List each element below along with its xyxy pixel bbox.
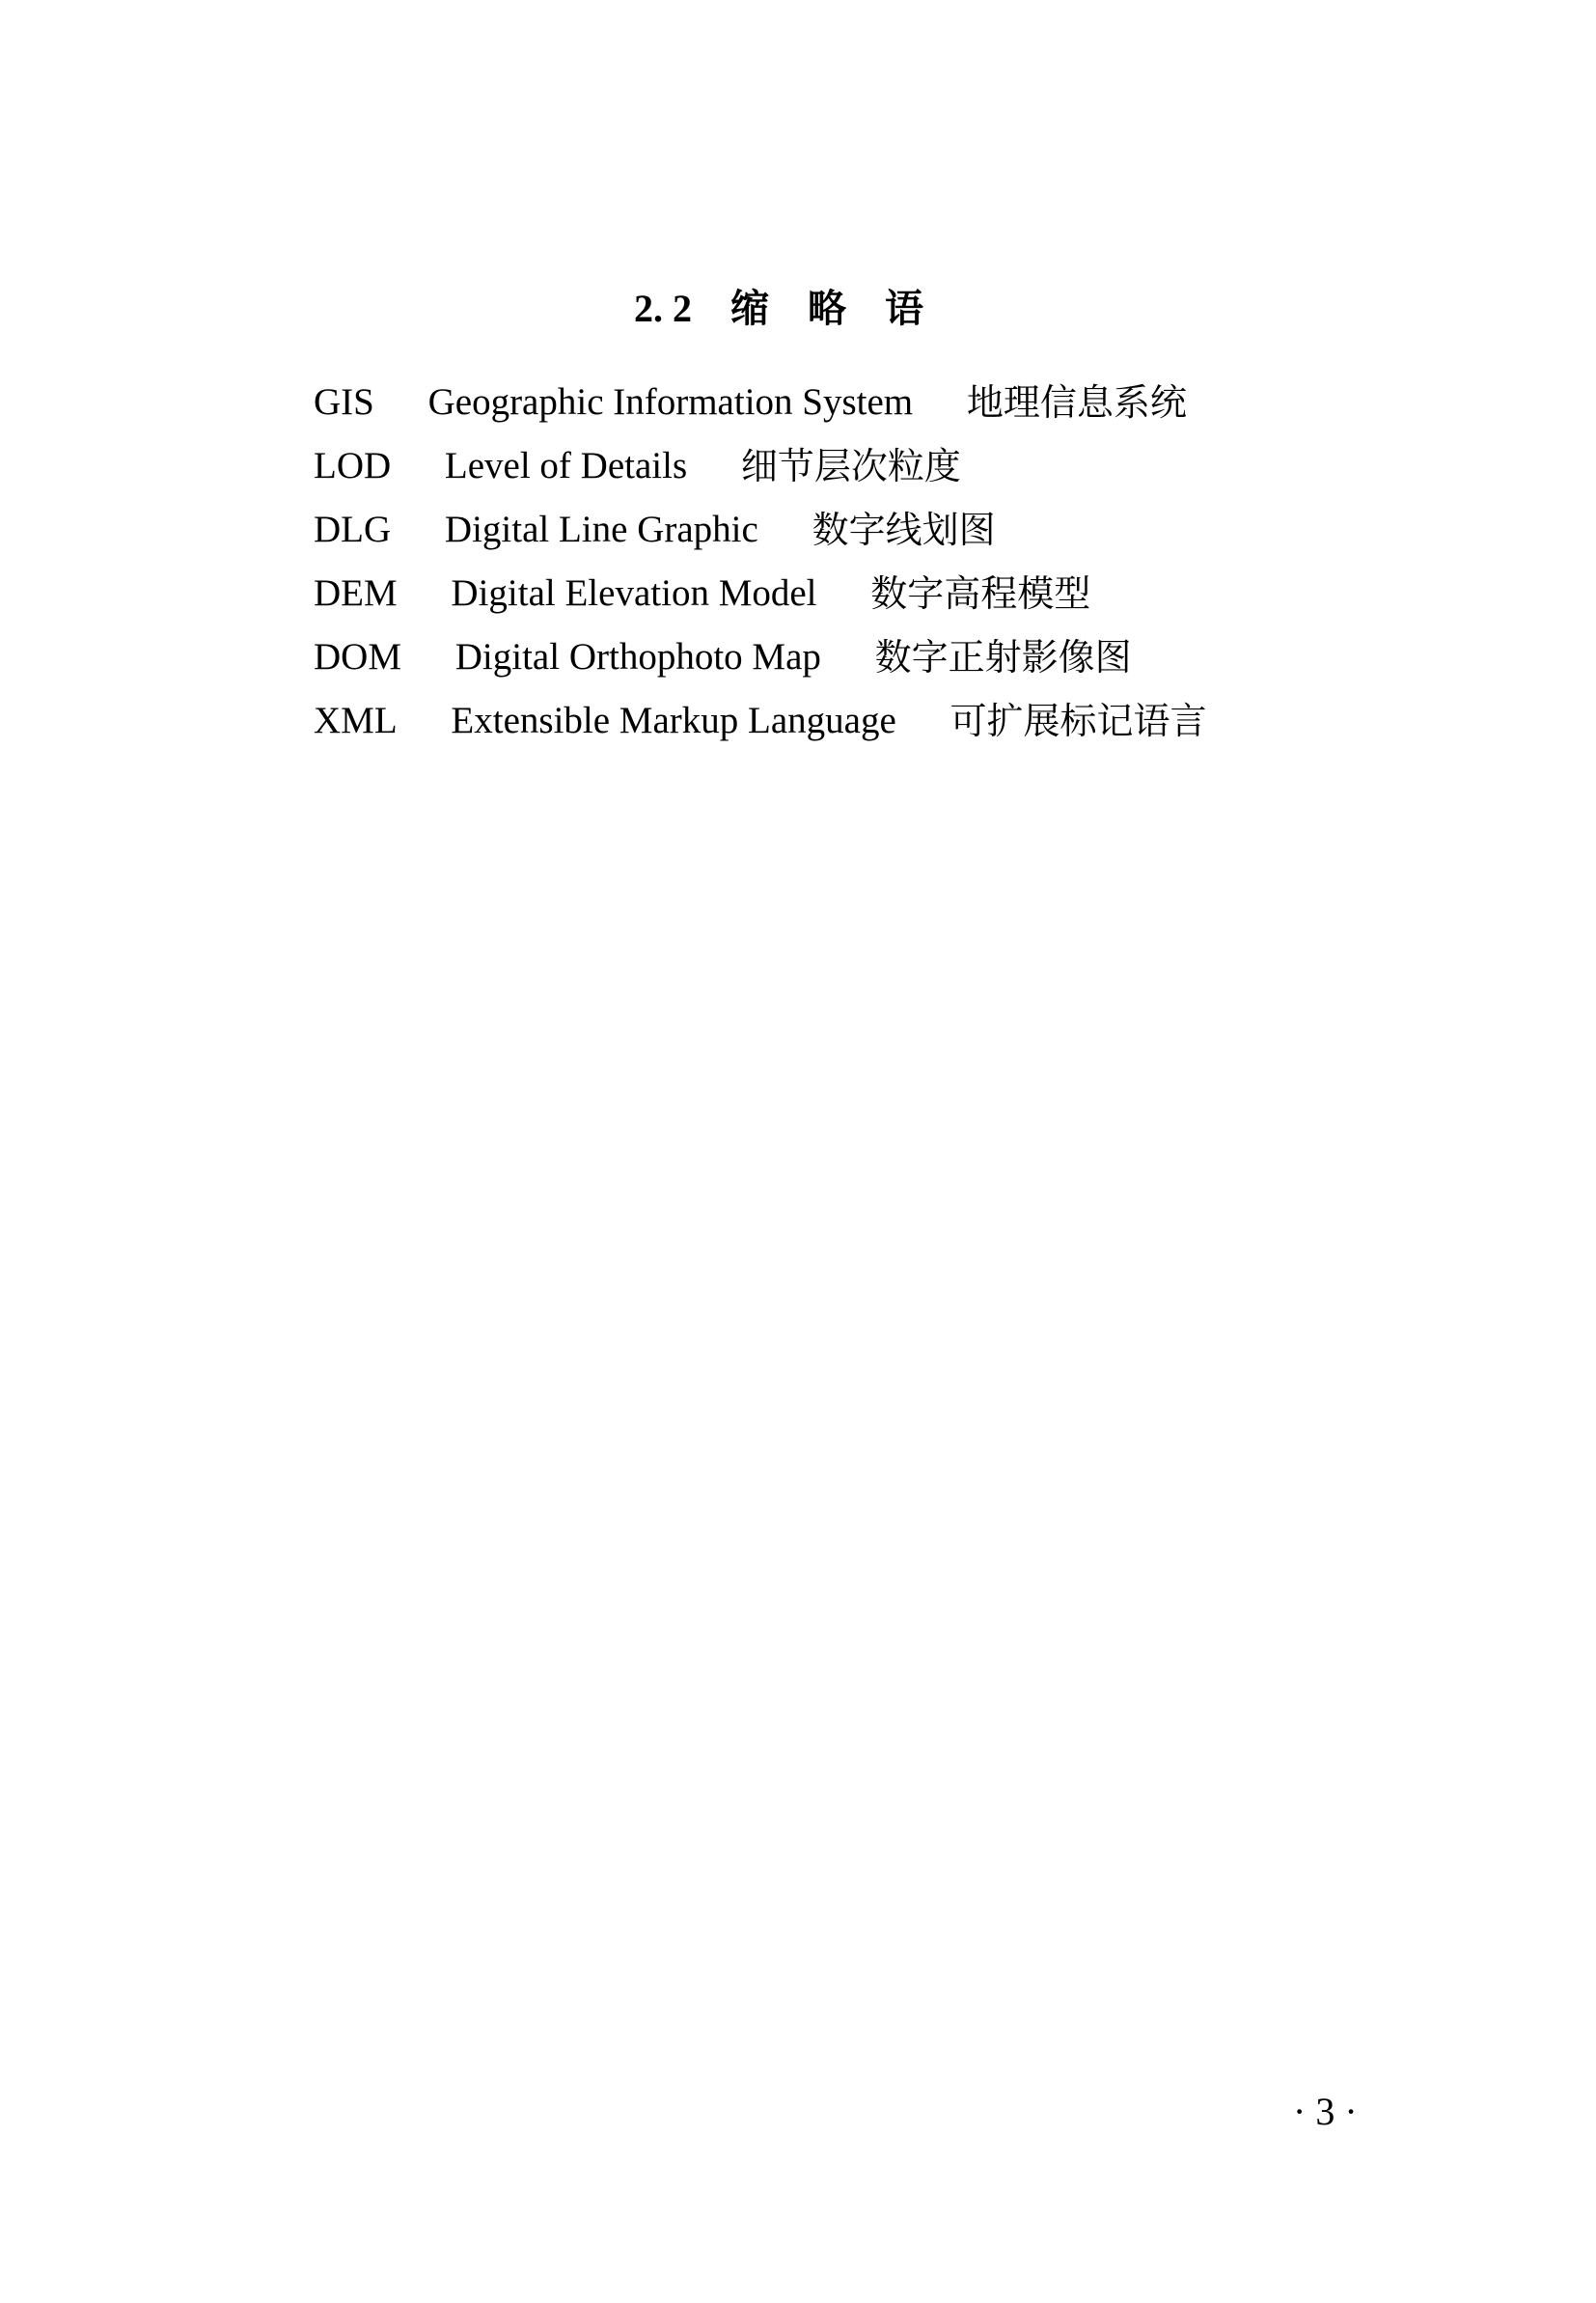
section-title: 缩略语	[730, 287, 962, 330]
page-number: · 3 ·	[1293, 2090, 1358, 2133]
list-item	[314, 629, 1327, 693]
abbreviation: LOD	[314, 445, 392, 486]
abbreviation: DLG	[314, 509, 392, 550]
full-term: Digital Elevation Model	[451, 572, 817, 614]
abbreviation: XML	[314, 700, 398, 741]
chinese-term: 细节层次粒度	[740, 445, 961, 487]
list-item	[314, 566, 1327, 629]
full-term: Digital Line Graphic	[444, 509, 758, 550]
chinese-term: 数字线划图	[812, 509, 996, 551]
list-item	[314, 438, 1327, 502]
full-term: Geographic Information System	[427, 381, 914, 423]
chinese-term: 数字正射影像图	[874, 636, 1132, 679]
full-term: Extensible Markup Language	[451, 700, 896, 741]
chinese-term: 数字高程模型	[870, 572, 1091, 615]
full-term: Digital Orthophoto Map	[454, 636, 821, 678]
abbreviation: DOM	[314, 636, 402, 678]
chinese-term: 地理信息系统	[966, 381, 1187, 424]
chinese-term: 可扩展标记语言	[949, 700, 1207, 742]
list-item	[314, 375, 1327, 438]
full-term: Level of Details	[444, 445, 688, 486]
abbreviation-list	[314, 375, 1327, 757]
section-number: 2. 2	[634, 287, 692, 330]
list-item	[314, 502, 1327, 566]
list-item	[314, 693, 1327, 757]
section-heading	[0, 282, 1596, 336]
abbreviation: DEM	[314, 572, 398, 614]
abbreviation: GIS	[314, 381, 374, 423]
